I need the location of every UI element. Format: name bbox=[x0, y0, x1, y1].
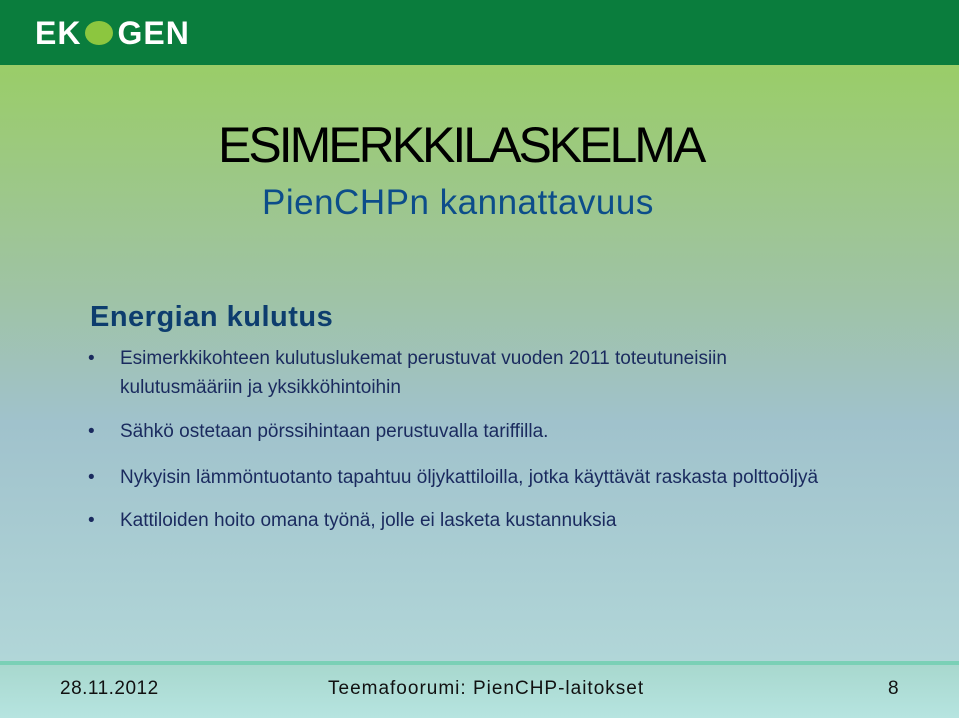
header-bar bbox=[0, 0, 959, 65]
bullet-item bbox=[88, 417, 848, 446]
bullet-list bbox=[88, 344, 848, 535]
logo-text-left: EK bbox=[35, 15, 82, 51]
ekogen-logo bbox=[35, 16, 190, 50]
bullet-item bbox=[88, 506, 848, 535]
bullet-icon: • bbox=[88, 510, 95, 531]
bullet-item bbox=[88, 344, 848, 402]
slide-subtitle: PienCHPn kannattavuus bbox=[262, 183, 654, 222]
bullet-text: Sähkö ostetaan pörssihintaan perustuvalla tariffilla. bbox=[120, 421, 549, 442]
bullet-icon: • bbox=[88, 421, 95, 442]
bullet-text: Kattiloiden hoito omana työnä, jolle ei lasketa kustannuksia bbox=[120, 510, 617, 531]
logo-text-right: GEN bbox=[117, 15, 190, 51]
slide-title: ESIMERKKILASKELMA bbox=[218, 117, 704, 173]
bullet-text: Esimerkkikohteen kulutuslukemat perustuvat vuoden 2011 toteutuneisiin kulutusmääriin ja yksikköhintoihin bbox=[120, 348, 727, 398]
bullet-text: Nykyisin lämmöntuotanto tapahtuu öljykattiloilla, jotka käyttävät raskasta polttoöljyä bbox=[120, 467, 819, 488]
section-heading: Energian kulutus bbox=[90, 301, 334, 333]
footer-bar bbox=[0, 661, 959, 718]
footer-event-title: Teemafoorumi: PienCHP-laitokset bbox=[328, 678, 645, 699]
footer-date: 28.11.2012 bbox=[60, 678, 159, 699]
page-number: 8 bbox=[888, 678, 899, 699]
bullet-icon: • bbox=[88, 467, 95, 488]
logo-leaf-icon bbox=[85, 21, 113, 45]
bullet-icon: • bbox=[88, 348, 95, 369]
bullet-item bbox=[88, 463, 848, 492]
